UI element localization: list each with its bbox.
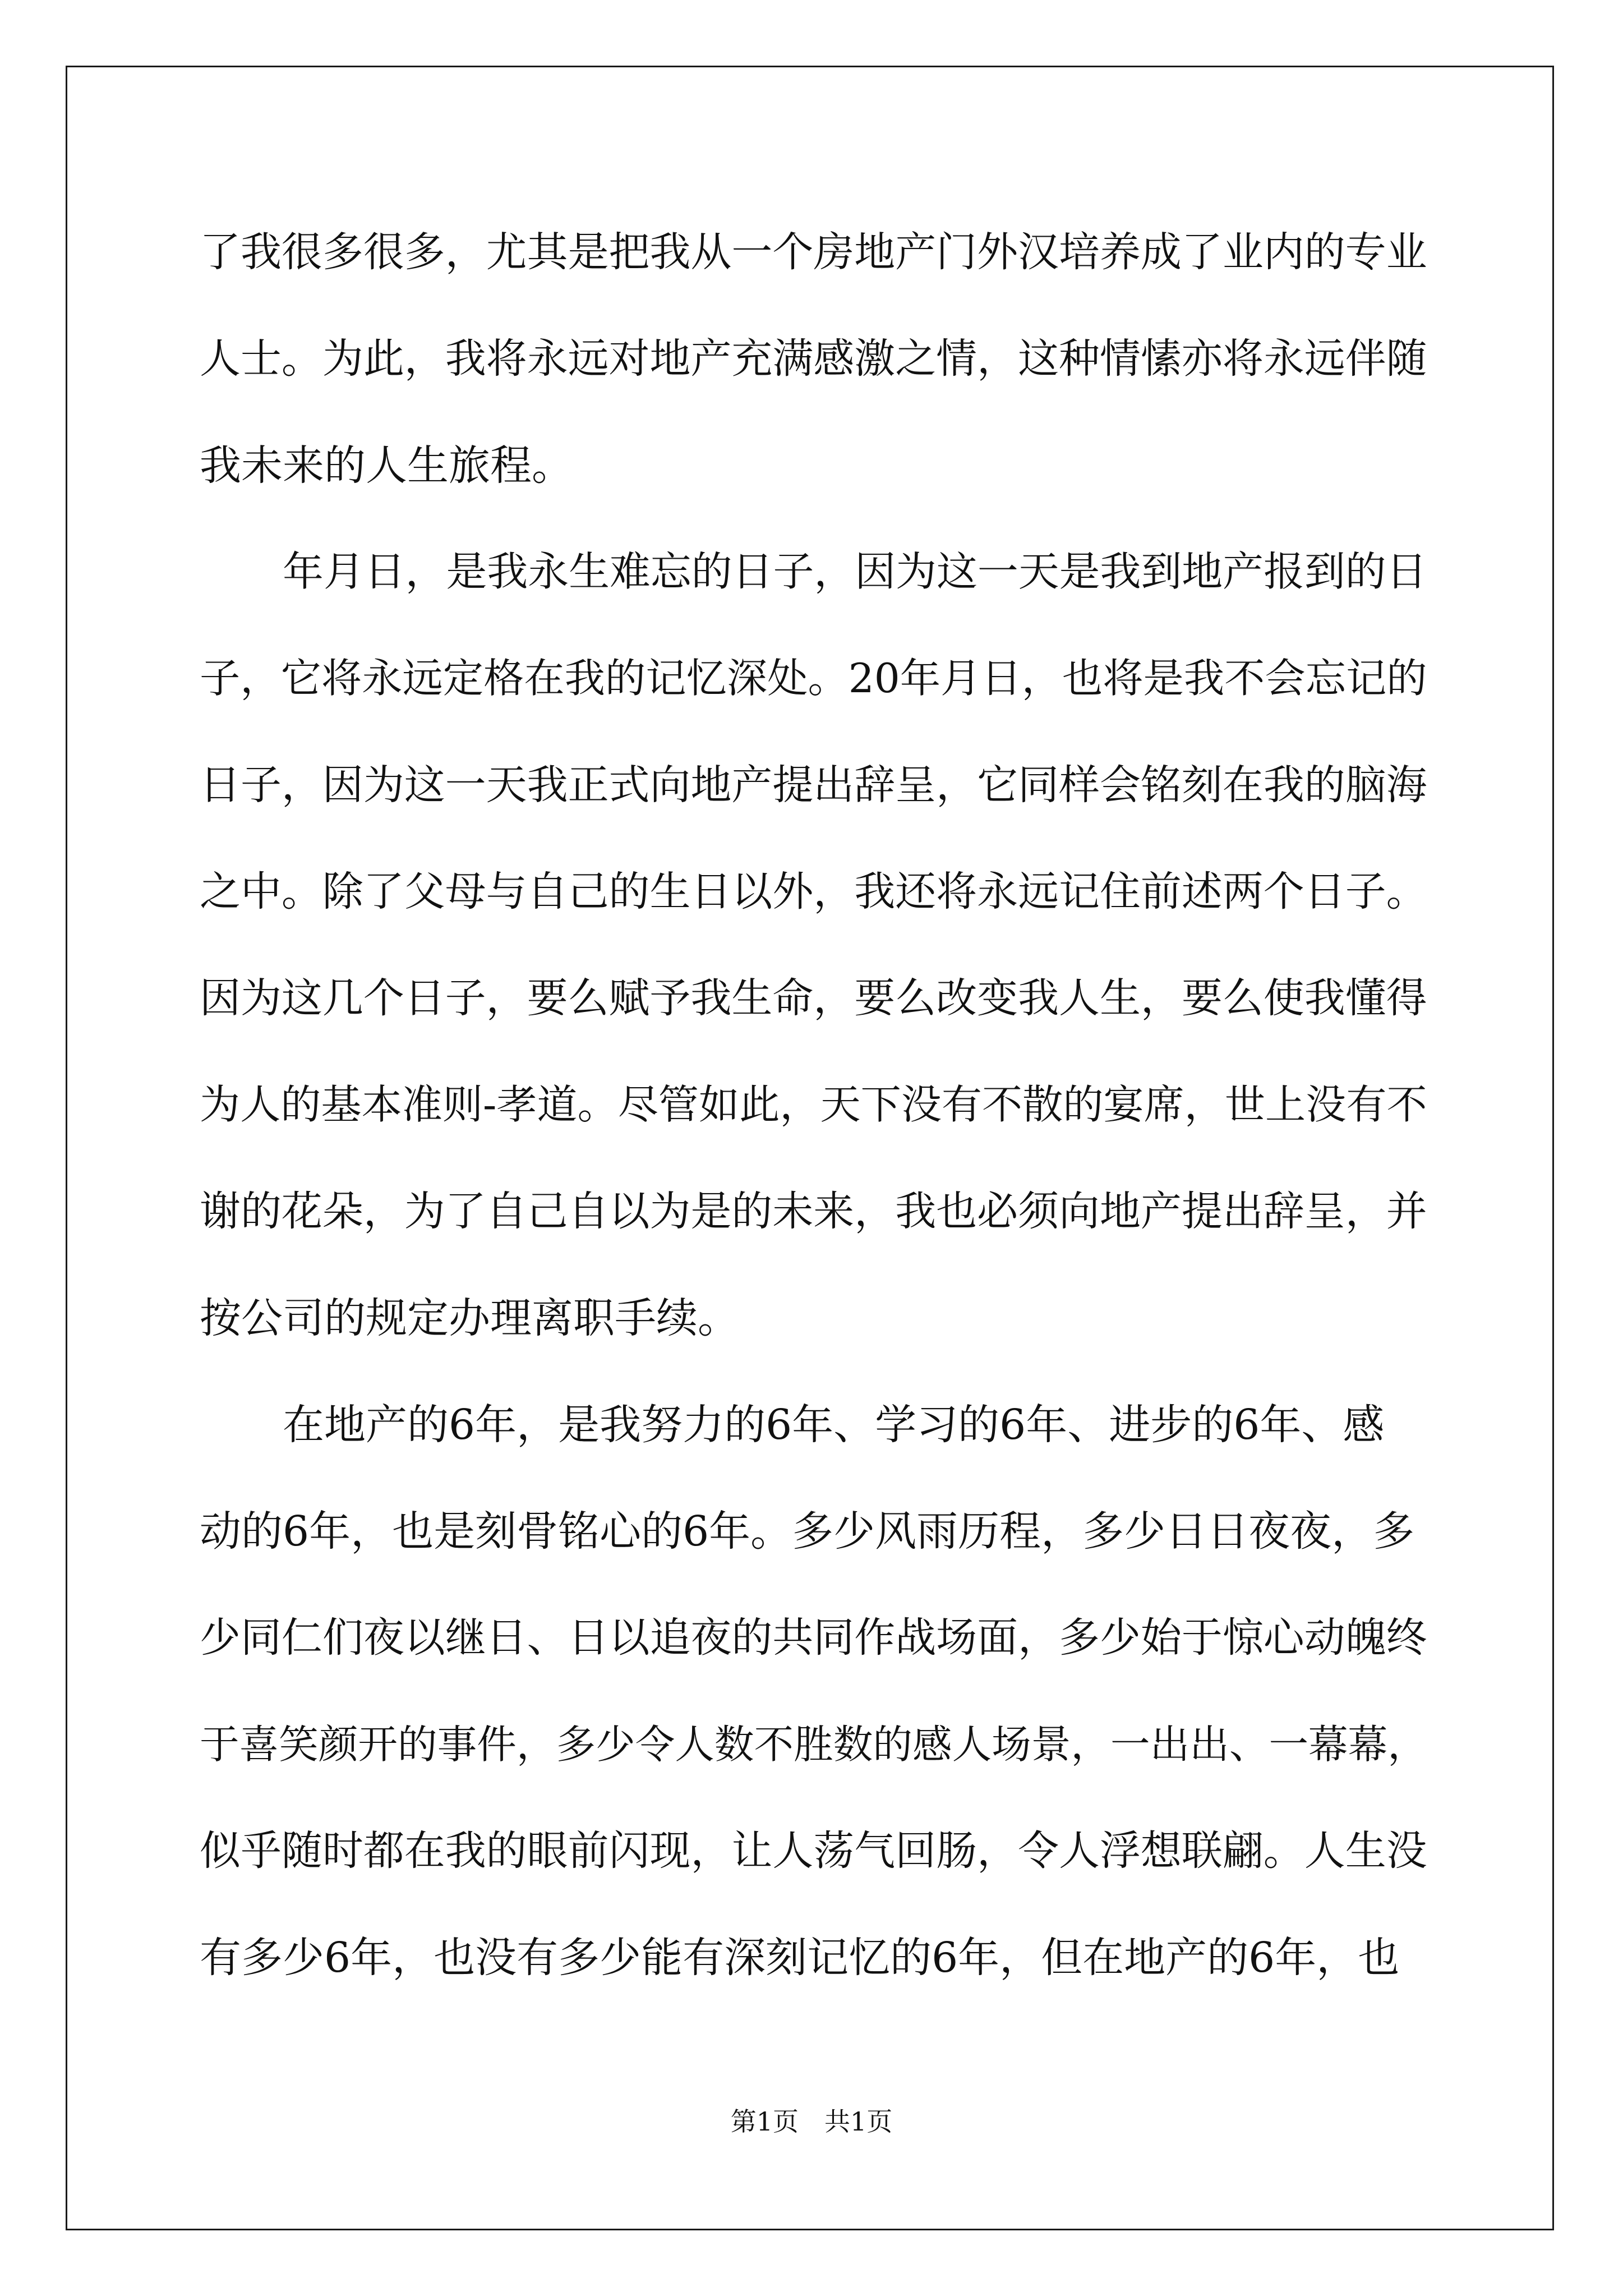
page-number-footer: 第1页 共1页 [730,2106,893,2137]
text-line: 人士。为此，我将永远对地产充满感激之情，这种情愫亦将永远伴随 [200,335,1427,383]
text-line: 为人的基本准则-孝道。尽管如此，天下没有不散的宴席，世上没有不 [200,1082,1427,1129]
text-line: 之中。除了父母与自己的生日以外，我还将永远记住前述两个日子。 [200,868,1427,915]
text-line: 似乎随时都在我的眼前闪现，让人荡气回肠，令人浮想联翩。人生没 [200,1827,1427,1875]
text-line: 子，它将永远定格在我的记忆深处。20年月日，也将是我不会忘记的 [200,655,1427,702]
text-line: 少同仁们夜以继日、日以追夜的共同作战场面，多少始于惊心动魄终 [200,1614,1427,1662]
text-line: 有多少6年，也没有多少能有深刻记忆的6年，但在地产的6年，也 [200,1934,1400,1982]
text-line: 日子，因为这一天我正式向地产提出辞呈，它同样会铭刻在我的脑海 [200,761,1427,809]
text-line: 了我很多很多，尤其是把我从一个房地产门外汉培养成了业内的专业 [200,228,1427,276]
text-line: 因为这几个日子，要么赋予我生命，要么改变我人生，要么使我懂得 [200,974,1427,1022]
paragraph-first-line: 在地产的6年，是我努力的6年、学习的6年、进步的6年、感 [283,1401,1385,1449]
text-line: 谢的花朵，为了自己自以为是的未来，我也必须向地产提出辞呈，并 [200,1188,1427,1235]
text-line: 我未来的人生旅程。 [200,441,573,490]
text-line: 于喜笑颜开的事件，多少令人数不胜数的感人场景，一出出、一幕幕， [200,1721,1427,1768]
page-border [66,66,1554,2230]
text-line: 按公司的规定办理离职手续。 [200,1294,739,1342]
paragraph-first-line: 年月日，是我永生难忘的日子，因为这一天是我到地产报到的日 [283,548,1427,596]
text-line: 动的6年，也是刻骨铭心的6年。多少风雨历程，多少日日夜夜，多 [200,1507,1415,1556]
